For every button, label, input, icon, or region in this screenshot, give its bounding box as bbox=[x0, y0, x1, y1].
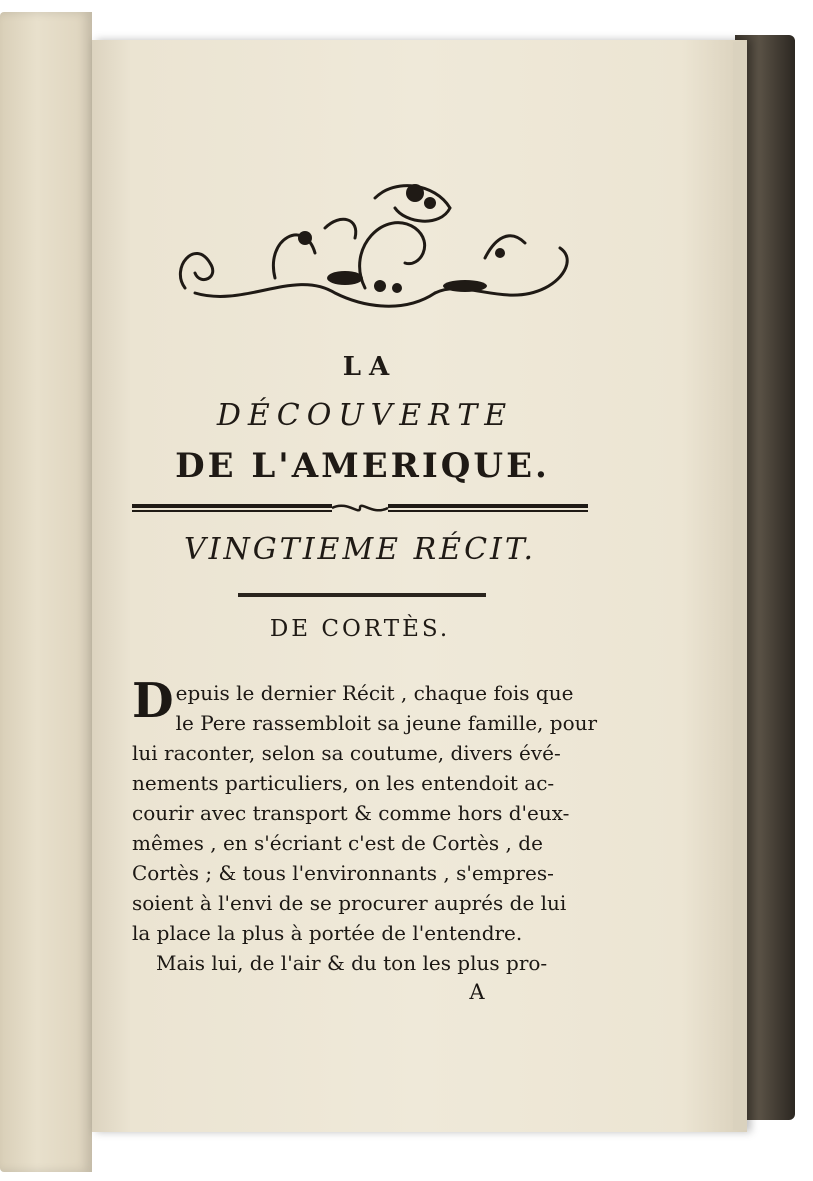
chapter-title: VINGTIEME RÉCIT. bbox=[183, 532, 537, 567]
floral-ornament-icon bbox=[165, 168, 585, 328]
thin-rule bbox=[238, 593, 486, 597]
decorative-rule bbox=[132, 500, 588, 518]
title-line-la: LA bbox=[342, 352, 398, 382]
title-line-amerique: DE L'AMERIQUE. bbox=[175, 446, 550, 486]
text-line: nements particuliers, on les entendoit ac- bbox=[132, 771, 555, 795]
body-text bbox=[132, 673, 598, 978]
text-line: la place la plus à portée de l'entendre. bbox=[132, 921, 523, 945]
title-line-decouverte: DÉCOUVERTE bbox=[216, 398, 514, 433]
text-line: le Pere rassembloit sa jeune famille, pour bbox=[175, 711, 598, 735]
chapter-subtitle: DE CORTÈS. bbox=[269, 616, 451, 642]
left-page-edge bbox=[0, 12, 92, 1172]
text-line: mêmes , en s'écriant c'est de Cortès , de bbox=[132, 831, 543, 855]
text-line: courir avec transport & comme hors d'eux- bbox=[132, 801, 570, 825]
page-edges bbox=[733, 42, 747, 1130]
drop-cap: D bbox=[132, 673, 174, 729]
text-line: lui raconter, selon sa coutume, divers évé- bbox=[132, 741, 561, 765]
text-line: Mais lui, de l'air & du ton les plus pro- bbox=[156, 951, 548, 975]
text-line: epuis le dernier Récit , chaque fois que bbox=[175, 681, 574, 705]
text-line: soient à l'envi de se procurer auprés de lui bbox=[132, 891, 567, 915]
text-line: Cortès ; & tous l'environnants , s'empres- bbox=[132, 861, 554, 885]
signature-mark: A bbox=[469, 980, 485, 1004]
